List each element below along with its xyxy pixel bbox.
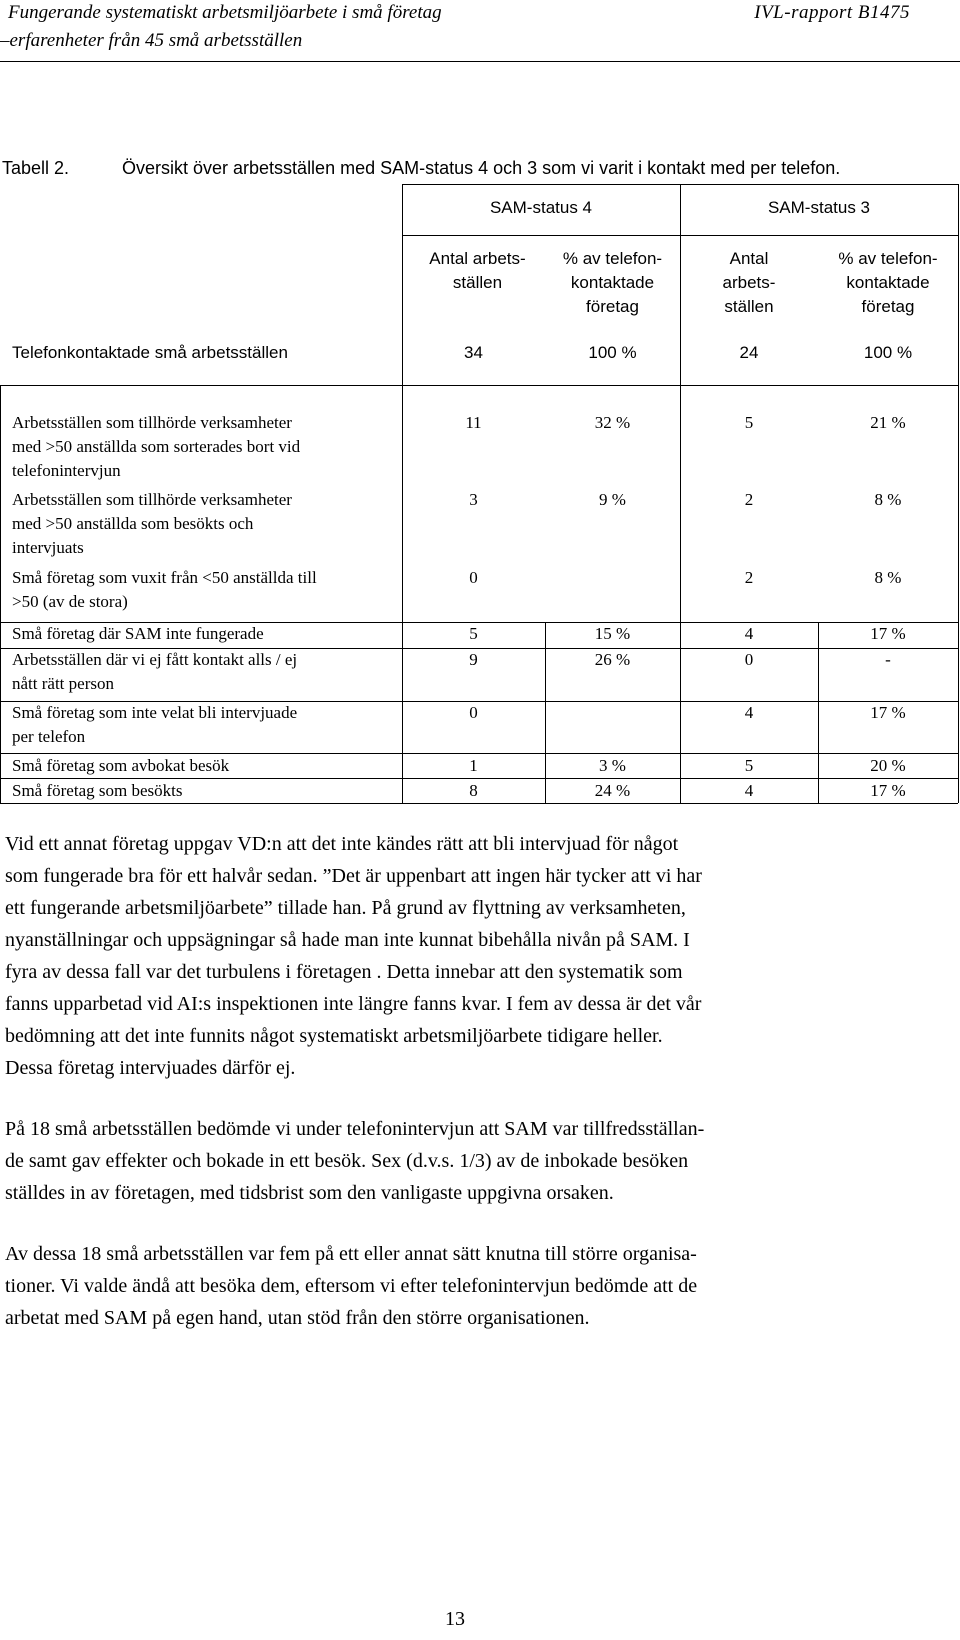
table-cell: 5 <box>744 413 754 432</box>
col-header-line: kontaktade <box>570 273 655 292</box>
paragraph-line: fyra av dessa fall var det turbulens i företagen . Detta innebar att den systematik som <box>5 961 683 983</box>
table-cell: 8 <box>469 781 478 800</box>
table-cell: 24 % <box>594 781 631 800</box>
table-cell: 1 <box>469 756 478 775</box>
table-cell: 20 % <box>870 756 906 775</box>
table-cell: - <box>885 650 891 669</box>
row-label-line: per telefon <box>12 727 86 746</box>
row-label-line: med >50 anställda som sorterades bort vid <box>12 437 301 456</box>
paragraph-line: nyanställningar och uppsägningar så hade man inte kunnat bibehålla nivån på SAM. I <box>5 929 690 951</box>
table-cell: 5 <box>469 624 478 643</box>
paragraph-line: Vid ett annat företag uppgav VD:n att det inte kändes rätt att bli intervjuad för något <box>5 833 679 855</box>
paragraph-line: Av dessa 18 små arbetsställen var fem på ett eller annat sätt knutna till större organisa- <box>5 1243 697 1265</box>
table-row-label <box>12 701 402 749</box>
paragraph-line: arbetat med SAM på egen hand, utan stöd från den större organisationen. <box>5 1307 590 1329</box>
table-cell: 2 <box>744 568 754 587</box>
table-cell: 11 <box>465 413 482 432</box>
table-row-label <box>12 648 402 696</box>
table-row-label <box>12 411 402 483</box>
total-row-value: 34 <box>464 343 483 362</box>
page-number: 13 <box>445 1608 465 1630</box>
row-label-line: med >50 anställda som besökts och <box>12 514 254 533</box>
col-header-pct-sam4 <box>545 247 680 319</box>
col-header-antal-sam3 <box>680 247 818 319</box>
table-row-label <box>12 488 402 560</box>
col-header-line: Antal arbets- <box>429 249 526 268</box>
table-cell: 8 % <box>874 490 902 509</box>
table-cell: 5 <box>744 756 754 775</box>
row-label-line: >50 (av de stora) <box>12 592 128 611</box>
table-row-label <box>12 779 402 803</box>
row-label-line: Små företag som inte velat bli intervjuade <box>12 703 298 722</box>
paragraph-line: de samt gav effekter och bokade in ett besök. Sex (d.v.s. 1/3) av de inbokade besöken <box>5 1150 689 1172</box>
paragraph-line: Dessa företag intervjuades därför ej. <box>5 1057 296 1079</box>
total-row-value: 100 % <box>863 343 913 362</box>
paragraph <box>5 1238 925 1334</box>
group-header-sam4: SAM-status 4 <box>489 198 593 217</box>
table-cell: 15 % <box>594 624 631 643</box>
table-cell: 9 <box>469 650 478 669</box>
row-label-line: Små företag som avbokat besök <box>12 756 230 775</box>
paragraph-line: fanns upparbetad vid AI:s inspektionen inte längre fanns kvar. I fem av dessa är det vår <box>5 993 702 1015</box>
col-header-line: företag <box>861 297 915 316</box>
table-number: Tabell 2. <box>2 158 70 178</box>
paragraph <box>5 828 925 1084</box>
table-row-label <box>12 754 402 778</box>
col-header-line: företag <box>586 297 639 316</box>
table-cell: 26 % <box>594 650 631 669</box>
report-title-line1: Fungerande systematiskt arbetsmiljöarbete i små företag <box>8 2 442 23</box>
col-header-line: Antal <box>729 249 769 268</box>
table-cell: 4 <box>744 624 754 643</box>
table-cell: 2 <box>744 490 754 509</box>
row-label-line: intervjuats <box>12 538 84 557</box>
table-cell: 32 % <box>594 413 631 432</box>
table-cell: 3 % <box>599 756 626 775</box>
table-cell: 17 % <box>870 624 906 643</box>
row-label-line: Små företag som besökts <box>12 781 183 800</box>
group-header-sam3: SAM-status 3 <box>767 198 871 217</box>
total-row-value: 100 % <box>588 343 637 362</box>
paragraph-line: På 18 små arbetsställen bedömde vi under telefonintervjun att SAM var tillfredsställan- <box>5 1118 705 1140</box>
table-row-label <box>12 622 402 646</box>
report-id: IVL-rapport B1475 <box>754 2 910 23</box>
paragraph-line: ställdes in av företagen, med tidsbrist som den vanligaste uppgivna orsaken. <box>5 1182 614 1204</box>
col-header-line: % av telefon- <box>562 249 663 268</box>
running-header <box>0 0 960 72</box>
table-cell: 0 <box>469 703 478 722</box>
col-header-line: % av telefon- <box>838 249 938 268</box>
table-cell: 8 % <box>874 568 902 587</box>
table-cell: 0 <box>744 650 754 669</box>
row-label-line: Arbetsställen som tillhörde verksamheter <box>12 490 292 509</box>
paragraph-line: som fungerade bra för ett halvår sedan. ”Det är uppenbart att ingen här tycker att vi har <box>5 865 702 887</box>
table-cell: 4 <box>744 703 754 722</box>
table-cell: 17 % <box>870 781 906 800</box>
paragraph <box>5 1113 925 1209</box>
row-label-line: Små företag som vuxit från <50 anställda till <box>12 568 317 587</box>
header-rule <box>0 61 960 62</box>
col-header-pct-sam3 <box>818 247 958 319</box>
col-header-line: ställen <box>724 297 774 316</box>
table-cell: 17 % <box>870 703 906 722</box>
total-row-label: Telefonkontaktade små arbetsställen <box>12 343 288 362</box>
paragraph-line: tioner. Vi valde ändå att besöka dem, eftersom vi efter telefonintervjun bedömde att de <box>5 1275 698 1297</box>
row-label-line: Arbetsställen som tillhörde verksamheter <box>12 413 292 432</box>
report-title-line2: –erfarenheter från 45 små arbetsställen <box>0 30 303 51</box>
table-cell: 9 % <box>599 490 626 509</box>
paragraph-line: bedömning att det inte funnits något systematiskt arbetsmiljöarbete tidigare heller. <box>5 1025 663 1047</box>
row-label-line: Små företag där SAM inte fungerade <box>12 624 264 643</box>
table-cell: 4 <box>744 781 754 800</box>
row-label-line: Arbetsställen där vi ej fått kontakt alls / ej <box>12 650 298 669</box>
col-header-antal-sam4 <box>410 247 545 295</box>
table-row-label <box>12 566 402 614</box>
row-label-line: nått rätt person <box>12 674 114 693</box>
col-header-line: arbets- <box>722 273 776 292</box>
table-caption-text: Översikt över arbetsställen med SAM-status 4 och 3 som vi varit i kontakt med per telefon. <box>122 158 841 178</box>
col-header-line: kontaktade <box>846 273 930 292</box>
row-label-line: telefonintervjun <box>12 461 121 480</box>
table-cell: 0 <box>469 568 478 587</box>
col-header-line: ställen <box>452 273 503 292</box>
table-cell: 21 % <box>870 413 906 432</box>
paragraph-line: ett fungerande arbetsmiljöarbete” tillade han. På grund av flyttning av verksamheten, <box>5 897 686 919</box>
total-row-value: 24 <box>739 343 759 362</box>
table-cell: 3 <box>469 490 478 509</box>
